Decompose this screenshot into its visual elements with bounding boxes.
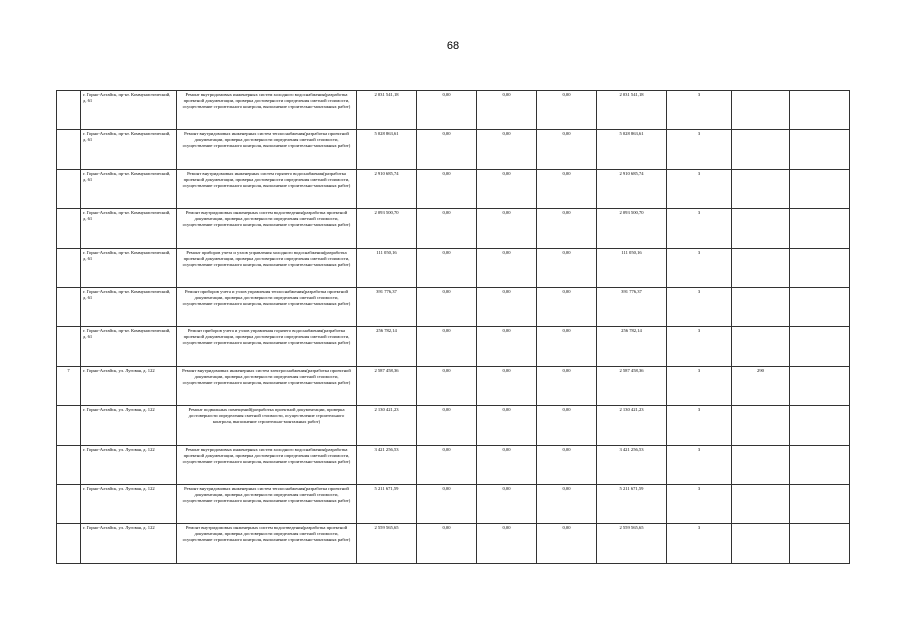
funding-cell-1: 0,00: [417, 169, 477, 208]
work-description-cell: Ремонт подвальных помещений(разработка проектной документации, проверка достоверности определения сметной стоимости, осуществление строительного контроля, выполнение строительно-монтажных работ): [177, 406, 357, 445]
address-cell: г. Горно-Алтайск, пр-кт. Коммунистический, д. 61: [81, 209, 177, 248]
funding-cell-3: 0,00: [537, 327, 597, 366]
address-cell: г. Горно-Алтайск, пр-кт. Коммунистический, д. 61: [81, 327, 177, 366]
funding-cell-2: 0,00: [477, 130, 537, 169]
funding-cell-2: 0,00: [477, 445, 537, 484]
period-cell: 3: [667, 366, 732, 405]
funding-cell-3: 0,00: [537, 524, 597, 563]
empty-cell: [790, 524, 850, 563]
row-number-cell: [57, 248, 81, 287]
address-cell: г. Горно-Алтайск, ул. Луговая, д. 122: [81, 524, 177, 563]
address-cell: г. Горно-Алтайск, пр-кт. Коммунистический, д. 61: [81, 248, 177, 287]
row-number-cell: [57, 406, 81, 445]
funding-cell-1: 0,00: [417, 130, 477, 169]
total-cost-cell: 2 031 541,18: [357, 91, 417, 130]
work-description-cell: Ремонт внутридомовых инженерных систем водоотведения(разработка проектной документации, проверка достоверности определения сметной стоимости, осуществление строительного контроля, выполнение строительно-монтажных работ): [177, 209, 357, 248]
funding-cell-1: 0,00: [417, 287, 477, 326]
table-row: [57, 327, 850, 366]
funding-cell-2: 0,00: [477, 248, 537, 287]
work-description-cell: Ремонт внутридомовых инженерных систем электроснабжения(разработка проектной документации, проверка достоверности определения сметной стоимости, осуществление строительного контроля, выполнение строительно-монтажных работ): [177, 366, 357, 405]
address-cell: г. Горно-Алтайск, пр-кт. Коммунистический, д. 61: [81, 91, 177, 130]
funding-cell-1: 0,00: [417, 445, 477, 484]
funding-cell-4: 5 028 863,61: [597, 130, 667, 169]
funding-cell-3: 0,00: [537, 91, 597, 130]
extra-cell: [732, 287, 790, 326]
address-cell: г. Горно-Алтайск, пр-кт. Коммунистический, д. 61: [81, 287, 177, 326]
row-number-cell: [57, 327, 81, 366]
funding-cell-4: 256 782,14: [597, 327, 667, 366]
total-cost-cell: 256 782,14: [357, 327, 417, 366]
work-description-cell: Ремонт приборов учета и узлов управления горячего водоснабжения(разработка проектной документации, проверка достоверности определения сметной стоимости, осуществление строительного контроля, выполнение строительно-монтажных работ): [177, 327, 357, 366]
total-cost-cell: 2 559 565,65: [357, 524, 417, 563]
funding-cell-2: 0,00: [477, 406, 537, 445]
work-description-cell: Ремонт внутридомовых инженерных систем холодного водоснабжения(разработка проектной документации, проверка достоверности определения сметной стоимости, осуществление строительного контроля, выполнение строительно-монтажных работ): [177, 445, 357, 484]
funding-cell-3: 0,00: [537, 484, 597, 523]
period-cell: 3: [667, 524, 732, 563]
funding-cell-4: 2 559 565,65: [597, 524, 667, 563]
extra-cell: [732, 445, 790, 484]
funding-cell-2: 0,00: [477, 209, 537, 248]
funding-cell-4: 2 910 685,74: [597, 169, 667, 208]
funding-cell-3: 0,00: [537, 406, 597, 445]
row-number-cell: [57, 169, 81, 208]
total-cost-cell: 391 776,37: [357, 287, 417, 326]
extra-cell: [732, 169, 790, 208]
period-cell: 3: [667, 248, 732, 287]
row-number-cell: 7: [57, 366, 81, 405]
address-cell: г. Горно-Алтайск, пр-кт. Коммунистический, д. 61: [81, 130, 177, 169]
table-row: [57, 169, 850, 208]
funding-cell-1: 0,00: [417, 91, 477, 130]
empty-cell: [790, 91, 850, 130]
total-cost-cell: 2 130 421,23: [357, 406, 417, 445]
funding-cell-1: 0,00: [417, 209, 477, 248]
extra-cell: [732, 406, 790, 445]
funding-cell-4: 3 421 256,53: [597, 445, 667, 484]
work-description-cell: Ремонт внутридомовых инженерных систем холодного водоснабжения(разработка проектной документации, проверка достоверности определения сметной стоимости, осуществление строительного контроля, выполнение строительно-монтажных работ): [177, 91, 357, 130]
table-row: [57, 248, 850, 287]
period-cell: 3: [667, 327, 732, 366]
address-cell: г. Горно-Алтайск, ул. Луговая, д. 122: [81, 484, 177, 523]
period-cell: 3: [667, 484, 732, 523]
extra-cell: [732, 91, 790, 130]
funding-cell-1: 0,00: [417, 366, 477, 405]
funding-cell-3: 0,00: [537, 130, 597, 169]
total-cost-cell: 2 910 685,74: [357, 169, 417, 208]
funding-cell-3: 0,00: [537, 366, 597, 405]
empty-cell: [790, 248, 850, 287]
funding-cell-1: 0,00: [417, 248, 477, 287]
table-body: [57, 91, 850, 564]
funding-cell-3: 0,00: [537, 445, 597, 484]
funding-cell-2: 0,00: [477, 327, 537, 366]
funding-cell-4: 111 050,16: [597, 248, 667, 287]
empty-cell: [790, 169, 850, 208]
funding-cell-4: 2 587 458,36: [597, 366, 667, 405]
period-cell: 3: [667, 406, 732, 445]
row-number-cell: [57, 287, 81, 326]
table-row: [57, 130, 850, 169]
funding-cell-3: 0,00: [537, 169, 597, 208]
funding-cell-1: 0,00: [417, 406, 477, 445]
funding-cell-2: 0,00: [477, 366, 537, 405]
work-description-cell: Ремонт внутридомовых инженерных систем теплоснабжения(разработка проектной документации, проверка достоверности определения сметной стоимости, осуществление строительного контроля, выполнение строительно-монтажных работ): [177, 484, 357, 523]
period-cell: 3: [667, 445, 732, 484]
funding-cell-3: 0,00: [537, 287, 597, 326]
funding-cell-1: 0,00: [417, 327, 477, 366]
table-row: [57, 366, 850, 405]
empty-cell: [790, 287, 850, 326]
row-number-cell: [57, 130, 81, 169]
work-description-cell: Ремонт приборов учета и узлов управления холодного водоснабжения(разработка проектной документации, проверка достоверности определения сметной стоимости, осуществление строительного контроля, выполнение строительно-монтажных работ): [177, 248, 357, 287]
extra-cell: [732, 524, 790, 563]
repair-program-table: [56, 90, 850, 564]
funding-cell-3: 0,00: [537, 209, 597, 248]
extra-cell: [732, 248, 790, 287]
page-number: 68: [446, 40, 460, 52]
work-description-cell: Ремонт внутридомовых инженерных систем горячего водоснабжения(разработка проектной документации, проверка достоверности определения сметной стоимости, осуществление строительного контроля, выполнение строительно-монтажных работ): [177, 169, 357, 208]
period-cell: 3: [667, 91, 732, 130]
extra-cell: [732, 209, 790, 248]
funding-cell-2: 0,00: [477, 484, 537, 523]
work-description-cell: Ремонт внутридомовых инженерных систем теплоснабжения(разработка проектной документации, проверка достоверности определения сметной стоимости, осуществление строительного контроля, выполнение строительно-монтажных работ): [177, 130, 357, 169]
funding-cell-4: 2 130 421,23: [597, 406, 667, 445]
empty-cell: [790, 130, 850, 169]
address-cell: г. Горно-Алтайск, ул. Луговая, д. 122: [81, 406, 177, 445]
work-description-cell: Ремонт внутридомовых инженерных систем водоотведения(разработка проектной документации, проверка достоверности определения сметной стоимости, осуществление строительного контроля, выполнение строительно-монтажных работ): [177, 524, 357, 563]
empty-cell: [790, 406, 850, 445]
address-cell: г. Горно-Алтайск, ул. Луговая, д. 122: [81, 445, 177, 484]
extra-cell: [732, 484, 790, 523]
funding-cell-2: 0,00: [477, 524, 537, 563]
total-cost-cell: 2 587 458,36: [357, 366, 417, 405]
empty-cell: [790, 445, 850, 484]
period-cell: 3: [667, 287, 732, 326]
row-number-cell: [57, 209, 81, 248]
table-row: [57, 484, 850, 523]
period-cell: 3: [667, 169, 732, 208]
total-cost-cell: 3 421 256,53: [357, 445, 417, 484]
funding-cell-2: 0,00: [477, 91, 537, 130]
funding-cell-1: 0,00: [417, 524, 477, 563]
funding-cell-2: 0,00: [477, 287, 537, 326]
empty-cell: [790, 209, 850, 248]
funding-cell-4: 2 031 541,18: [597, 91, 667, 130]
table-row: [57, 287, 850, 326]
funding-cell-4: 5 211 671,59: [597, 484, 667, 523]
work-description-cell: Ремонт приборов учета и узлов управления теплоснабжения(разработка проектной документации, проверка достоверности определения сметной стоимости, осуществление строительного контроля, выполнение строительно-монтажных работ): [177, 287, 357, 326]
table-row: [57, 524, 850, 563]
funding-cell-1: 0,00: [417, 484, 477, 523]
row-number-cell: [57, 524, 81, 563]
row-number-cell: [57, 91, 81, 130]
row-number-cell: [57, 484, 81, 523]
row-number-cell: [57, 445, 81, 484]
table-row: [57, 406, 850, 445]
funding-cell-2: 0,00: [477, 169, 537, 208]
total-cost-cell: 2 093 500,70: [357, 209, 417, 248]
extra-cell: [732, 327, 790, 366]
total-cost-cell: 5 028 863,61: [357, 130, 417, 169]
table-row: [57, 445, 850, 484]
table-row: [57, 209, 850, 248]
address-cell: г. Горно-Алтайск, ул. Луговая, д. 122: [81, 366, 177, 405]
empty-cell: [790, 484, 850, 523]
funding-cell-4: 2 093 500,70: [597, 209, 667, 248]
empty-cell: [790, 366, 850, 405]
funding-cell-3: 0,00: [537, 248, 597, 287]
period-cell: 3: [667, 209, 732, 248]
funding-cell-4: 391 776,37: [597, 287, 667, 326]
empty-cell: [790, 327, 850, 366]
total-cost-cell: 111 050,16: [357, 248, 417, 287]
extra-cell: 290: [732, 366, 790, 405]
table-row: [57, 91, 850, 130]
period-cell: 3: [667, 130, 732, 169]
total-cost-cell: 5 211 671,59: [357, 484, 417, 523]
address-cell: г. Горно-Алтайск, пр-кт. Коммунистический, д. 61: [81, 169, 177, 208]
extra-cell: [732, 130, 790, 169]
